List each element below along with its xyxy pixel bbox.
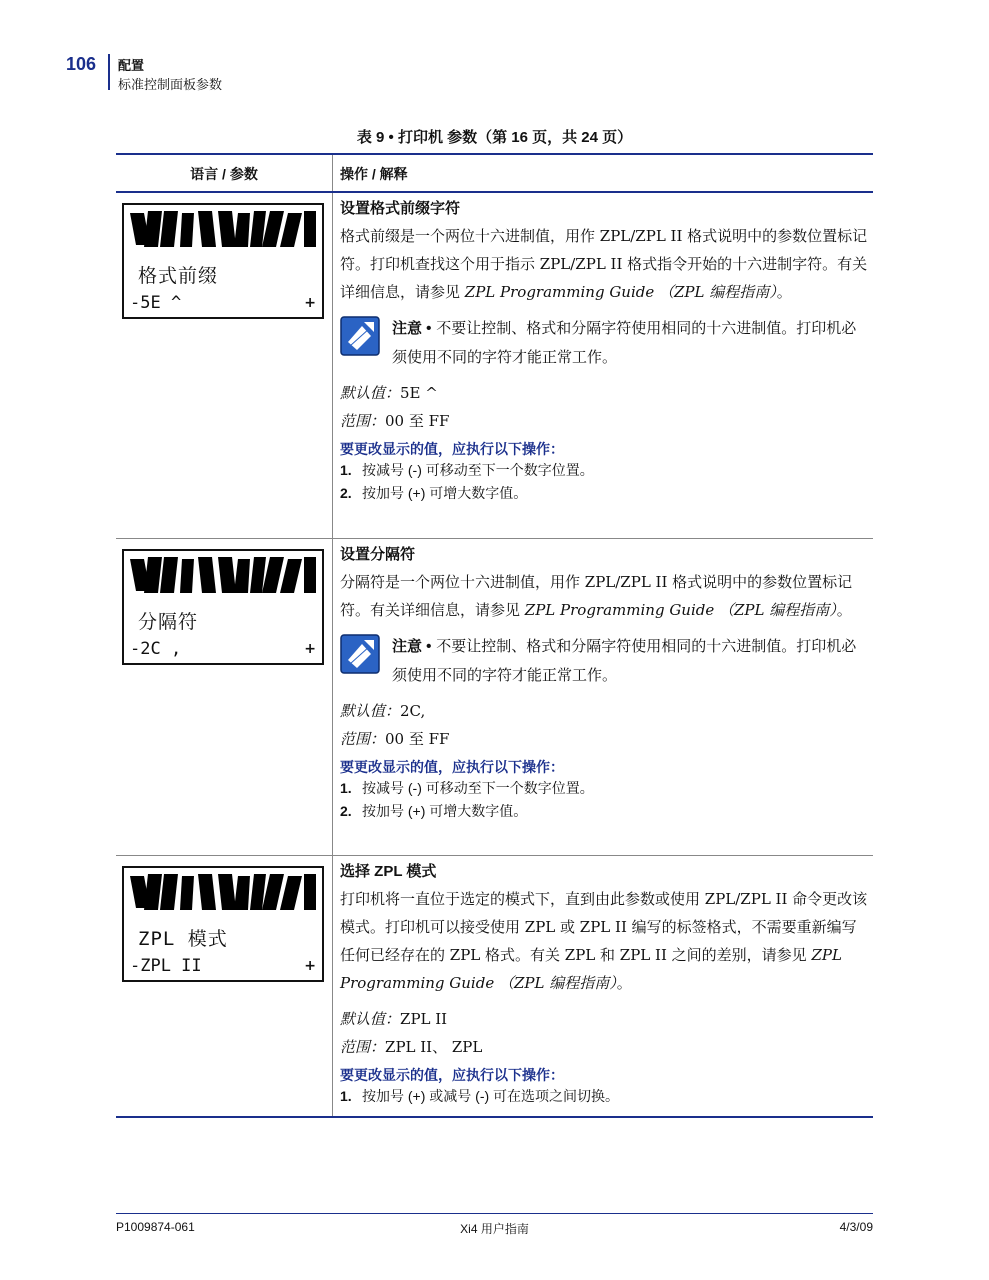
range-value: 范围：00 至 FF [340, 730, 450, 748]
parameter-title: 设置格式前缀字符 [340, 200, 461, 217]
guide-reference: ZPL Programming Guide （ZPL 编程指南） [520, 601, 837, 619]
default-value: 默认值：5E ^ [340, 384, 438, 402]
note-box [340, 632, 869, 689]
instructions-heading: 要更改显示的值，应执行以下操作： [340, 441, 564, 457]
table-row [116, 856, 873, 1118]
lcd-parameter-name: 分隔符 [138, 611, 199, 633]
note-text: 注意 • 不要让控制、格式和分隔字符使用相同的十六进制值。打印机必须使用不同的字符才能正常工作。 [392, 319, 857, 366]
lcd-parameter-value: -5E ^ [130, 293, 182, 313]
note-icon [340, 316, 380, 356]
parameter-description: 格式前缀是一个两位十六进制值，用作 ZPL/ZPL II 格式说明中的参数位置标记符。打印机查找这个用于指示 ZPL/ZPL II 格式指令开始的十六进制字符。有关详细信息，请参见 ZPL Programming Guide （ZPL 编程指南）。 [340, 227, 868, 301]
header-language-parameter: 语言 / 参数 [190, 166, 258, 182]
header-divider [108, 54, 110, 90]
lcd-display [122, 203, 324, 319]
lcd-parameter-value: -2C , [130, 639, 182, 659]
instruction-step: 1. 按加号 (+) 或减号 (-) 可在选项之间切换。 [340, 1088, 620, 1104]
instruction-step: 1. 按减号 (-) 可移动至下一个数字位置。 [340, 462, 594, 478]
lcd-display [122, 549, 324, 665]
header-action-explanation: 操作 / 解释 [340, 166, 408, 182]
parameter-table [116, 153, 873, 1118]
footer-date: 4/3/09 [839, 1220, 873, 1234]
footer-doc-id: P1009874-061 [116, 1220, 195, 1234]
footer-title: Xi4 用户指南 [460, 1222, 529, 1236]
instruction-step: 1. 按减号 (-) 可移动至下一个数字位置。 [340, 780, 594, 796]
note-box [340, 314, 869, 371]
page-number: 106 [66, 54, 97, 74]
footer-divider [116, 1213, 873, 1214]
instructions-heading: 要更改显示的值，应执行以下操作： [340, 1067, 564, 1083]
instruction-step: 2. 按加号 (+) 可增大数字值。 [340, 803, 528, 819]
table-header [116, 153, 873, 193]
range-value: 范围：00 至 FF [340, 412, 450, 430]
note-text: 注意 • 不要让控制、格式和分隔字符使用相同的十六进制值。打印机必须使用不同的字符才能正常工作。 [392, 637, 857, 684]
guide-reference: ZPL Programming Guide （ZPL 编程指南） [340, 946, 842, 992]
zebra-logo-icon [130, 209, 318, 249]
parameter-description: 分隔符是一个两位十六进制值，用作 ZPL/ZPL II 格式说明中的参数位置标记符。有关详细信息，请参见 ZPL Programming Guide （ZPL 编程指南）。 [340, 573, 853, 619]
lcd-parameter-name: 格式前缀 [138, 265, 219, 287]
section-title: 标准控制面板参数 [118, 77, 223, 92]
table-caption: 表 9 • 打印机 参数（第 16 页，共 24 页） [356, 129, 633, 146]
range-value: 范围：ZPL II、 ZPL [340, 1038, 483, 1056]
lcd-plus-indicator: + [304, 641, 316, 657]
lcd-parameter-name: ZPL 模式 [138, 928, 228, 950]
note-icon [340, 634, 380, 674]
instructions-heading: 要更改显示的值，应执行以下操作： [340, 759, 564, 775]
parameter-title: 设置分隔符 [340, 546, 416, 563]
table-row [116, 539, 873, 856]
lcd-plus-indicator: + [304, 958, 316, 974]
guide-reference: ZPL Programming Guide （ZPL 编程指南） [460, 283, 777, 301]
instruction-step: 2. 按加号 (+) 可增大数字值。 [340, 485, 528, 501]
parameter-title: 选择 ZPL 模式 [340, 863, 437, 880]
parameter-description: 打印机将一直位于选定的模式下，直到由此参数或使用 ZPL/ZPL II 命令更改该模式。打印机可以接受使用 ZPL 或 ZPL II 编写的标签格式，不需要重新编写任何已经存在的 ZPL 格式。有关 ZPL 和 ZPL II 之间的差别，请参见 ZPL Programming Guide （ZPL 编程指南）。 [340, 890, 868, 992]
lcd-parameter-value: -ZPL II [130, 956, 202, 976]
zebra-logo-icon [130, 872, 318, 912]
default-value: 默认值：ZPL II [340, 1010, 448, 1028]
zebra-logo-icon [130, 555, 318, 595]
lcd-display [122, 866, 324, 982]
default-value: 默认值：2C, [340, 702, 426, 720]
table-row [116, 193, 873, 539]
lcd-plus-indicator: + [304, 295, 316, 311]
chapter-title: 配置 [118, 58, 145, 73]
